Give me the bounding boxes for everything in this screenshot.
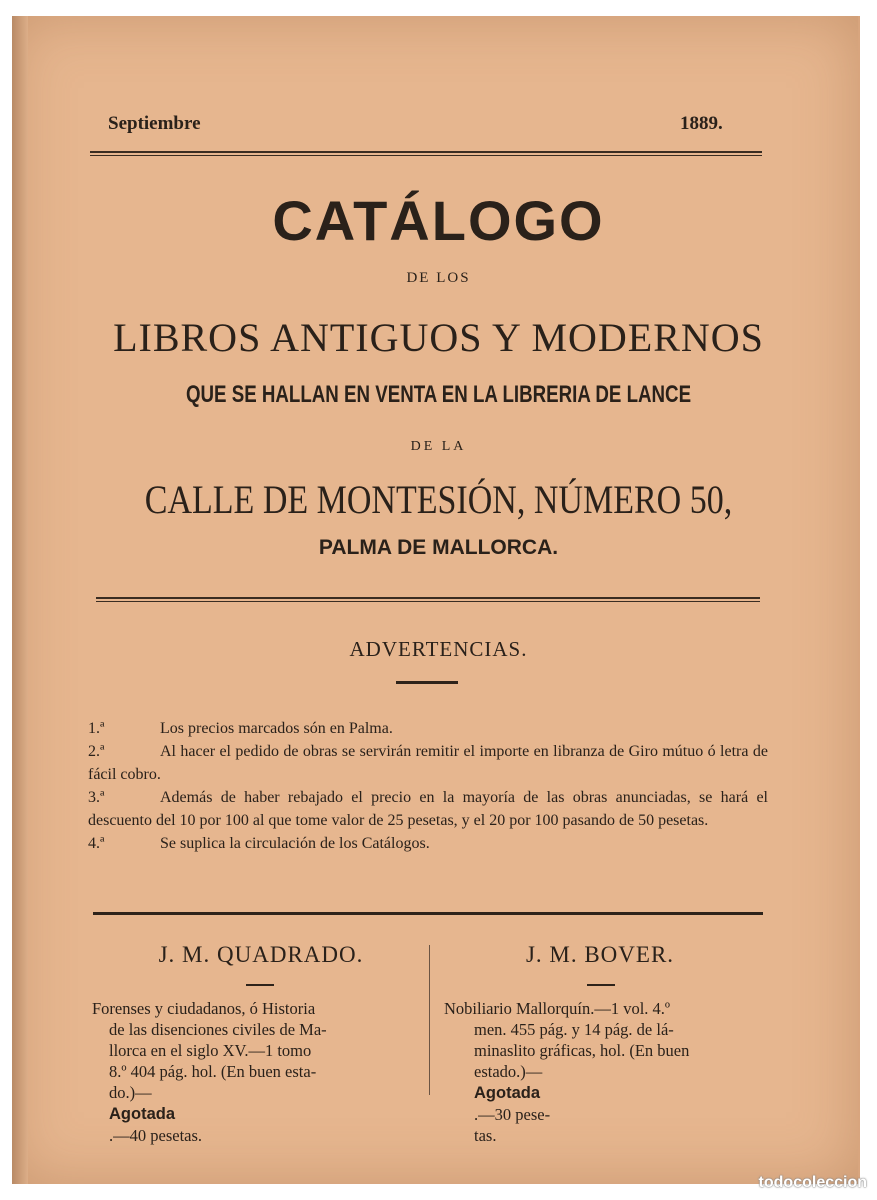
quadrado-entry bbox=[92, 998, 422, 1146]
advertencia-item bbox=[88, 786, 768, 832]
column-divider bbox=[429, 945, 430, 1095]
advertencia-text: Se suplica la circulación de los Catálogos. bbox=[160, 835, 430, 852]
top-double-rule bbox=[90, 151, 762, 156]
entry-line: de las disenciones civiles de Ma- bbox=[109, 1020, 327, 1039]
title-catalogo: CATÁLOGO bbox=[272, 189, 605, 252]
entry-text: .—40 pesetas. bbox=[109, 1126, 203, 1145]
quadrado-rule bbox=[246, 984, 274, 986]
entry-line bbox=[444, 1061, 764, 1125]
title-calle: CALLE DE MONTESIÓN, NÚMERO 50, bbox=[144, 477, 733, 522]
entry-line: tas. bbox=[474, 1126, 497, 1145]
bover-entry bbox=[444, 998, 764, 1146]
advertencia-text: Además de haber rebajado el precio en la mayoría de las obras anunciadas, se hará el descuento del 10 por 100 al que tome valor de 25 pesetas, y el 20 por 100 pasando de 50 pesetas. bbox=[88, 789, 768, 829]
entry-line: minaslito gráficas, hol. (En buen bbox=[474, 1041, 690, 1060]
status-agotada: Agotada bbox=[474, 1084, 540, 1102]
watermark-logo: todocoleccion bbox=[758, 1174, 867, 1191]
entry-line: Nobiliario Mallorquín.—1 vol. 4.º bbox=[444, 999, 671, 1018]
header-month: Septiembre bbox=[108, 113, 201, 134]
title-de-los: DE LOS bbox=[406, 270, 471, 286]
header-year: 1889. bbox=[680, 113, 723, 134]
advertencia-item bbox=[88, 740, 768, 786]
advertencias-list bbox=[88, 717, 768, 855]
advertencia-item bbox=[88, 717, 768, 740]
middle-double-rule bbox=[96, 597, 760, 602]
bover-rule bbox=[587, 984, 615, 986]
entry-line: Forenses y ciudadanos, ó Historia bbox=[92, 999, 316, 1018]
title-de-la: DE LA bbox=[410, 439, 467, 454]
advertencia-number: 4.ª bbox=[88, 835, 105, 852]
title-palma: PALMA DE MALLORCA. bbox=[318, 536, 559, 559]
advertencia-number: 2.ª bbox=[88, 743, 105, 760]
advertencia-number: 3.ª bbox=[88, 789, 105, 806]
advertencia-number: 1.ª bbox=[88, 720, 105, 737]
advertencias-heading: ADVERTENCIAS. bbox=[349, 637, 528, 661]
advertencias-rule bbox=[396, 681, 458, 684]
entry-line: 8.º 404 pág. hol. (En buen esta- bbox=[109, 1062, 317, 1081]
entry-line bbox=[92, 1082, 422, 1146]
entry-text: estado.)— bbox=[474, 1062, 543, 1081]
advertencia-item bbox=[88, 832, 768, 855]
title-que-se-hallan: QUE SE HALLAN EN VENTA EN LA LIBRERIA DE LANCE bbox=[185, 381, 692, 408]
entry-text: do.)— bbox=[109, 1083, 152, 1102]
advertencia-text: Al hacer el pedido de obras se servirán remitir el importe en libranza de Giro mútuo ó letra de fácil cobro. bbox=[88, 743, 768, 783]
bottom-thick-rule bbox=[93, 912, 763, 915]
entry-text: .—30 pese- bbox=[474, 1105, 551, 1124]
status-agotada: Agotada bbox=[109, 1105, 175, 1123]
title-libros: LIBROS ANTIGUOS Y MODERNOS bbox=[113, 315, 764, 360]
bover-heading: J. M. BOVER. bbox=[525, 942, 675, 967]
quadrado-heading: J. M. QUADRADO. bbox=[158, 942, 364, 967]
advertencia-text: Los precios marcados són en Palma. bbox=[160, 720, 393, 737]
entry-line: llorca en el siglo XV.—1 tomo bbox=[109, 1041, 312, 1060]
entry-line: men. 455 pág. y 14 pág. de lá- bbox=[474, 1020, 674, 1039]
